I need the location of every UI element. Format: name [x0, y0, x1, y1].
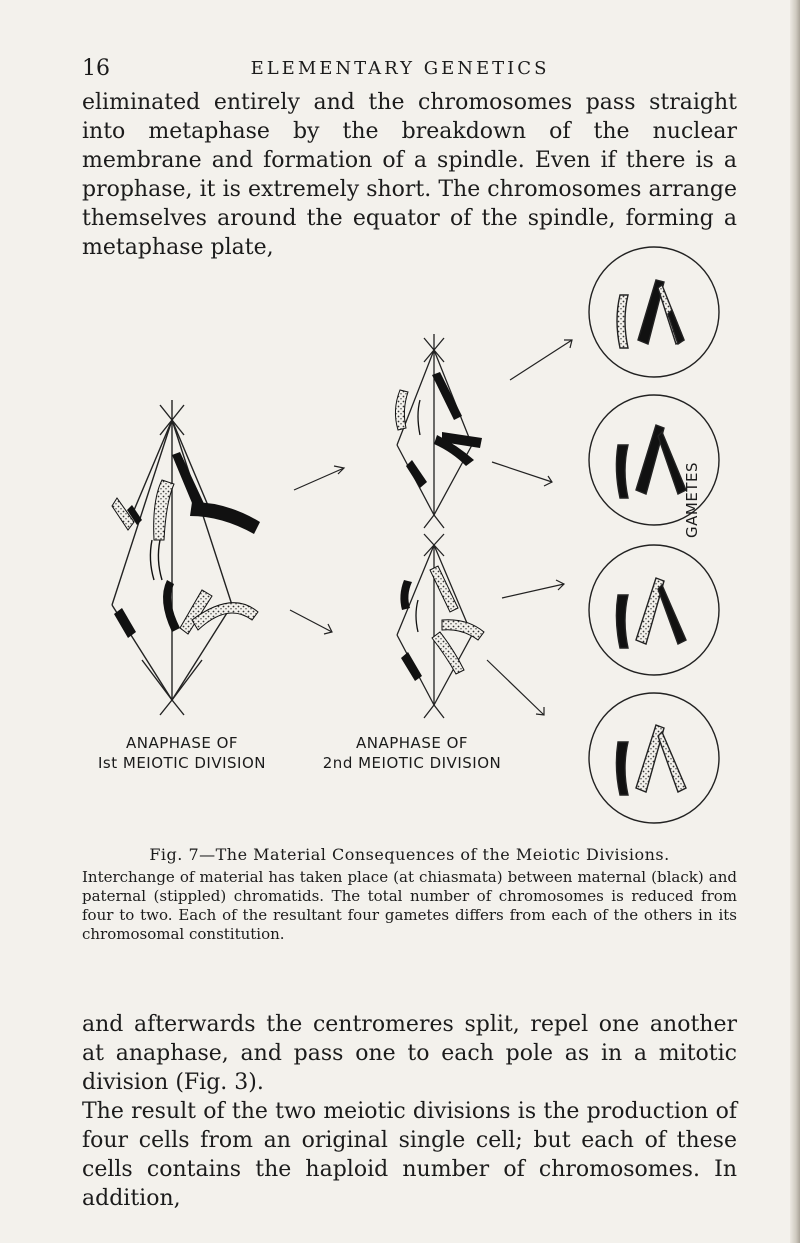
page-number: 16	[82, 56, 110, 81]
body-paragraph-bottom-2: The result of the two meiotic divisions is the production of four cells from an original single cell; but each of these cells contains the haploid number of chromosomes. In addition,	[82, 1099, 737, 1211]
body-paragraph-top: eliminated entirely and the chromosomes pass straight into metaphase by the breakdown of the nuclear membrane and formation of a spindle. Even if there is a prophase, it is extremely short. The chromosomes arrange themselves around the equator of the spindle, forming a metaphase plate,	[82, 90, 737, 260]
first-division-spindle	[112, 400, 232, 715]
body-paragraphs-bottom	[82, 1010, 737, 1213]
figure-7	[82, 240, 742, 825]
caption-body: Interchange of material has taken place (at chiasmata) between maternal (black) and paternal (stippled) chromatids. The total number of chromosomes is reduced from four to two. Each of the resultant four gametes differs from each of the others in its chromosomal constitution.	[82, 868, 737, 943]
second-division-lower-chromosomes	[400, 566, 484, 681]
first-division-chromosomes	[112, 452, 260, 638]
caption-title: Fig. 7—The Material Consequences of the Meiotic Divisions.	[149, 845, 670, 864]
label-first-division: ANAPHASE OF Ist MEIOTIC DIVISION	[98, 734, 266, 772]
figure-caption	[82, 845, 737, 944]
gamete-1	[589, 247, 719, 377]
second-division-upper-chromosomes	[395, 372, 482, 488]
gamete-3	[589, 545, 719, 675]
second-division-upper-spindle	[397, 334, 472, 528]
page-edge	[790, 0, 800, 1243]
running-head: ELEMENTARY GENETICS	[250, 58, 550, 79]
page-header	[0, 56, 800, 86]
body-paragraph-bottom-1: and afterwards the centromeres split, repel one another at anaphase, and pass one to each pole as in a mitotic division (Fig. 3).	[82, 1012, 737, 1095]
gamete-4	[589, 693, 719, 823]
label-gametes: GAMETES	[683, 462, 701, 538]
division-arrows	[290, 340, 572, 715]
label-second-division: ANAPHASE OF 2nd MEIOTIC DIVISION	[322, 734, 502, 772]
